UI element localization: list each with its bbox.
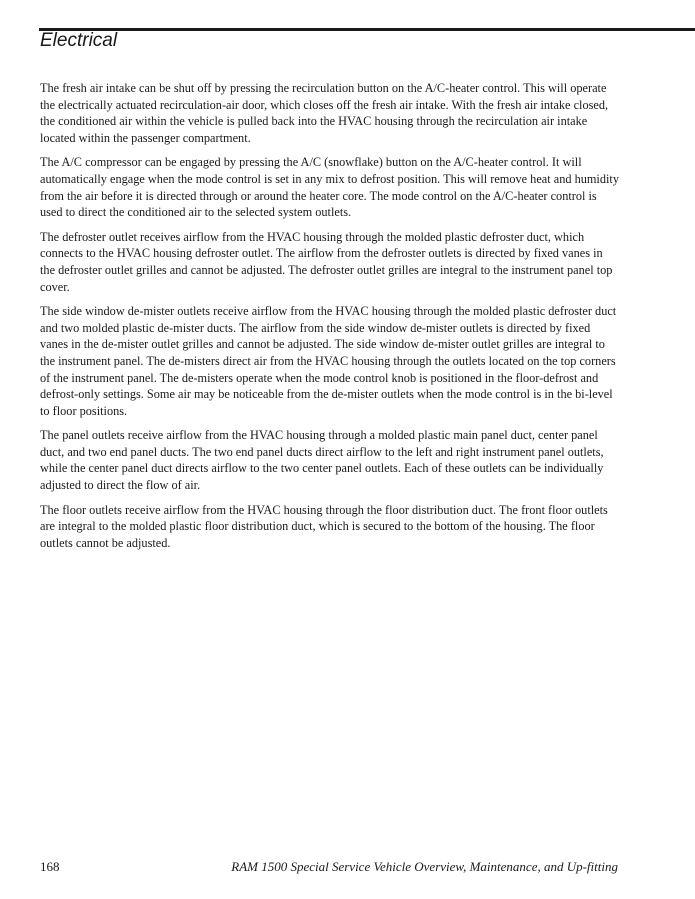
page-footer (40, 858, 618, 876)
section-title: Electrical (40, 30, 118, 51)
paragraph-recirculation: The fresh air intake can be shut off by pressing the recirculation button on the A/C-heater control. This will operate the electrically actuated recirculation-air door, which closes off the fresh air intake. With the fresh air intake closed, the conditioned air within the vehicle is pulled back into the HVAC housing through the recirculation air intake located within the passenger compartment. (40, 81, 609, 145)
header-rule (39, 28, 695, 31)
paragraph-side-window-demister: The side window de-mister outlets receive airflow from the HVAC housing through the molded plastic defroster duct and two molded plastic de-mister ducts. The airflow from the side window de-mister outlets is directed by fixed vanes in the de-mister outlet grilles and cannot be adjusted. The side window de-mister outlet grilles are integral to the instrument panel. The de-misters direct air from the HVAC housing through the outlets located on the top corners of the instrument panel. The de-misters operate when the mode control knob is positioned in the floor-defrost and defrost-only settings. Some air may be noticeable from the de-mister outlets when the mode control is in the bi-level to floor positions. (40, 304, 617, 418)
paragraph-defroster-outlet: The defroster outlet receives airflow from the HVAC housing through the molded plastic defroster duct, which connects to the HVAC housing defroster outlet. The airflow from the defroster outlets is directed by fixed vanes in the defroster outlet grilles and cannot be adjusted. The defroster outlet grilles are integral to the instrument panel top cover. (40, 229, 613, 294)
page-number: 168 (40, 859, 60, 874)
document-title: RAM 1500 Special Service Vehicle Overview, Maintenance, and Up-fitting (231, 859, 618, 874)
paragraph-floor-outlets: The floor outlets receive airflow from the HVAC housing through the floor distribution duct. The front floor outlets are integral to the molded plastic floor distribution duct, which is secured to the bottom of the housing. The floor outlets cannot be adjusted. (40, 502, 608, 550)
paragraph-panel-outlets: The panel outlets receive airflow from the HVAC housing through a molded plastic main panel duct, center panel duct, and two end panel ducts. The two end panel ducts direct airflow to the left and right instrument panel outlets, while the center panel duct directs airflow to the two center panel outlets. Each of these outlets can be individually adjusted to direct the flow of air. (40, 428, 604, 493)
body-text (40, 80, 620, 559)
paragraph-ac-compressor: The A/C compressor can be engaged by pressing the A/C (snowflake) button on the A/C-heater control. It will automatically engage when the mode control is set in any mix to defrost position. This will remove heat and humidity from the air before it is directed through or around the heater core. The mode control on the A/C-heater control is used to direct the conditioned air to the selected system outlets. (40, 155, 619, 220)
